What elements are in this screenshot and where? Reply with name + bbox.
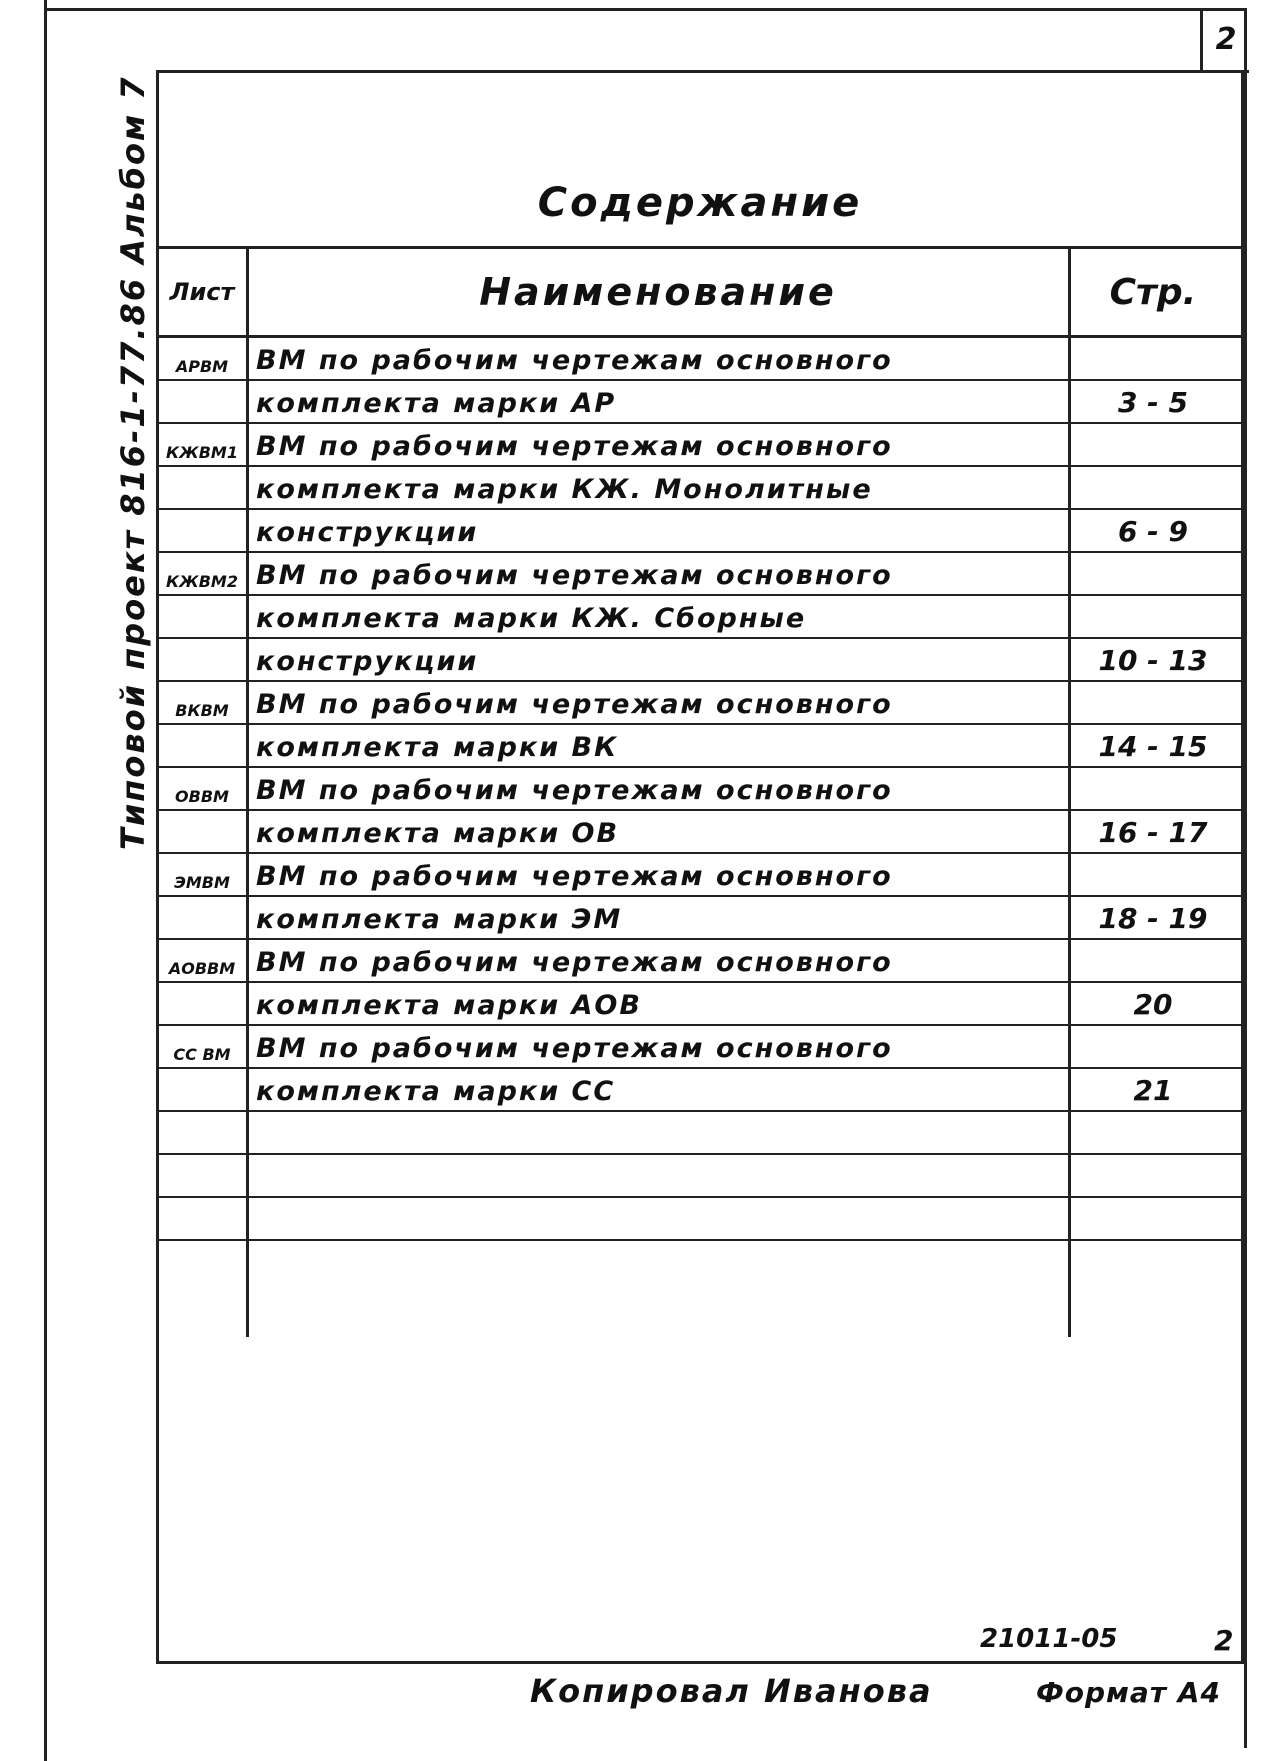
row-name: комплекта марки СС — [256, 1076, 616, 1107]
table-row — [156, 725, 1244, 768]
table-row — [156, 596, 1244, 639]
table-row — [156, 553, 1244, 596]
row-name: комплекта марки ЭМ — [256, 904, 623, 935]
row-name: ВМ по рабочим чертежам основного — [256, 345, 893, 376]
row-name — [256, 1198, 1056, 1239]
table-row — [156, 1112, 1244, 1155]
table-row — [156, 467, 1244, 510]
table-row — [156, 682, 1244, 725]
row-page-range — [1068, 338, 1238, 379]
row-name: комплекта марки КЖ. Монолитные — [256, 474, 873, 505]
row-page-range — [1068, 553, 1238, 594]
column-header-page: Стр. — [1109, 271, 1197, 313]
table-row — [156, 424, 1244, 467]
table-header — [156, 246, 1244, 338]
row-sheet-code — [156, 381, 248, 422]
row-name — [256, 1112, 1056, 1153]
table-row — [156, 854, 1244, 897]
table-row — [156, 1026, 1244, 1069]
column-header-sheet: Лист — [169, 278, 235, 306]
sheet-number-box — [1200, 8, 1249, 73]
table-row — [156, 510, 1244, 553]
page-title: Содержание — [537, 180, 863, 226]
table-row — [156, 940, 1244, 983]
top-edge-line — [44, 8, 1246, 11]
table-row — [156, 1155, 1244, 1198]
left-edge-line — [44, 0, 47, 1761]
row-name: ВМ по рабочим чертежам основного — [256, 431, 893, 462]
row-name: комплекта марки КЖ. Сборные — [256, 603, 807, 634]
row-sheet-code — [156, 596, 248, 637]
row-name: ВМ по рабочим чертежам основного — [256, 1033, 893, 1064]
table-row — [156, 381, 1244, 424]
column-divider — [1068, 246, 1071, 1337]
row-page-range: 10 - 13 — [1098, 644, 1208, 677]
row-page-range — [1068, 940, 1238, 981]
row-page-range: 14 - 15 — [1098, 730, 1208, 763]
row-sheet-code: СС ВМ — [173, 1045, 231, 1064]
row-name: комплекта марки АР — [256, 388, 617, 419]
row-page-range — [1068, 596, 1238, 637]
row-page-range — [1068, 854, 1238, 895]
row-page-range — [1068, 424, 1238, 465]
row-name — [256, 1155, 1056, 1196]
format-label: Формат А4 — [1036, 1676, 1221, 1709]
table-row — [156, 338, 1244, 381]
row-sheet-code: АОВВМ — [168, 959, 236, 978]
row-page-range: 18 - 19 — [1098, 902, 1208, 935]
right-edge-line — [1244, 8, 1247, 1748]
row-sheet-code — [156, 725, 248, 766]
row-page-range — [1068, 1026, 1238, 1067]
table-row — [156, 811, 1244, 854]
table-row — [156, 897, 1244, 940]
table-row — [156, 983, 1244, 1026]
footer-sheet-number: 2 — [1214, 1624, 1234, 1657]
row-sheet-code — [156, 811, 248, 852]
row-sheet-code — [156, 1198, 248, 1239]
row-sheet-code: КЖВМ2 — [166, 572, 238, 591]
row-name: ВМ по рабочим чертежам основного — [256, 775, 893, 806]
sheet-number: 2 — [1215, 21, 1237, 57]
row-name: ВМ по рабочим чертежам основного — [256, 560, 893, 591]
table-row — [156, 768, 1244, 811]
row-sheet-code — [156, 1112, 248, 1153]
row-sheet-code: ВКВМ — [175, 701, 229, 720]
row-name: комплекта марки ОВ — [256, 818, 620, 849]
row-page-range — [1068, 768, 1238, 809]
table-row — [156, 1069, 1244, 1112]
row-sheet-code — [156, 510, 248, 551]
copied-by-label: Копировал Иванова — [530, 1672, 933, 1710]
row-page-range — [1068, 1155, 1238, 1196]
row-page-range — [1068, 682, 1238, 723]
row-sheet-code — [156, 467, 248, 508]
row-sheet-code: ЭМВМ — [174, 873, 230, 892]
row-name: комплекта марки ВК — [256, 732, 619, 763]
row-name: ВМ по рабочим чертежам основного — [256, 947, 893, 978]
row-page-range: 21 — [1133, 1074, 1173, 1107]
vertical-title-text: Типовой проект 816-1-77.86 Альбом 7 — [114, 75, 152, 850]
row-page-range — [1068, 1112, 1238, 1153]
row-page-range: 3 - 5 — [1117, 386, 1189, 419]
row-sheet-code — [156, 639, 248, 680]
document-code: 21011-05 — [980, 1624, 1118, 1654]
row-page-range — [1068, 467, 1238, 508]
row-page-range: 20 — [1133, 988, 1173, 1021]
row-sheet-code — [156, 1155, 248, 1196]
table-row — [156, 1198, 1244, 1241]
contents-table-body — [156, 338, 1244, 1241]
row-page-range: 6 - 9 — [1117, 515, 1189, 548]
row-page-range — [1068, 1198, 1238, 1239]
table-row — [156, 639, 1244, 682]
row-name: ВМ по рабочим чертежам основного — [256, 689, 893, 720]
row-sheet-code — [156, 983, 248, 1024]
row-name: комплекта марки АОВ — [256, 990, 642, 1021]
row-name: ВМ по рабочим чертежам основного — [256, 861, 893, 892]
row-sheet-code: АРВМ — [175, 357, 229, 376]
column-header-name: Наименование — [479, 270, 837, 314]
column-divider — [246, 246, 249, 1337]
row-sheet-code: КЖВМ1 — [166, 443, 238, 462]
row-sheet-code — [156, 897, 248, 938]
row-page-range: 16 - 17 — [1098, 816, 1208, 849]
row-name: конструкции — [256, 517, 479, 548]
row-sheet-code — [156, 1069, 248, 1110]
row-name: конструкции — [256, 646, 479, 677]
row-sheet-code: ОВВМ — [175, 787, 229, 806]
